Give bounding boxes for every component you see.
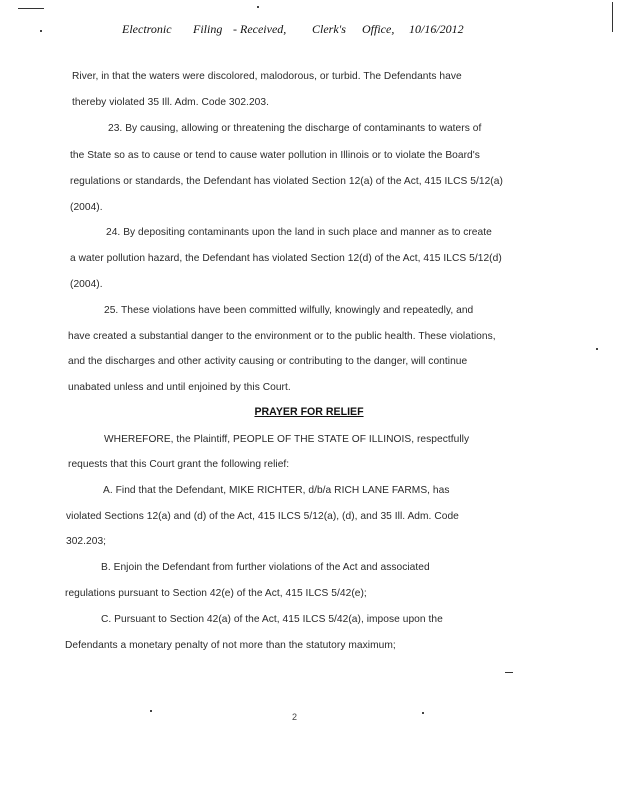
scan-speck bbox=[596, 348, 598, 350]
relief-c-line: C. Pursuant to Section 42(a) of the Act, 415 ILCS 5/42(a), impose upon the bbox=[101, 614, 443, 625]
body-line: violated Sections 12(a) and (d) of the Act, 415 ILCS 5/12(a), (d), and 35 Ill. Adm. Code bbox=[66, 511, 459, 522]
body-line: unabated unless and until enjoined by this Court. bbox=[68, 382, 291, 393]
filing-header bbox=[0, 22, 618, 40]
body-line: regulations pursuant to Section 42(e) of the Act, 415 ILCS 5/42(e); bbox=[65, 588, 367, 599]
header-electronic: Electronic bbox=[122, 22, 172, 36]
header-clerks: Clerk's bbox=[312, 22, 346, 36]
page-number: 2 bbox=[292, 712, 298, 722]
scan-speck bbox=[150, 710, 152, 712]
header-received: - Received, bbox=[233, 22, 287, 36]
body-line: thereby violated 35 Ill. Adm. Code 302.203. bbox=[72, 97, 269, 108]
body-line: regulations or standards, the Defendant has violated Section 12(a) of the Act, 415 ILCS 5/12(a) bbox=[70, 176, 503, 187]
scan-speck bbox=[257, 6, 259, 8]
relief-b-line: B. Enjoin the Defendant from further violations of the Act and associated bbox=[101, 562, 430, 573]
body-line: River, in that the waters were discolored, malodorous, or turbid. The Defendants have bbox=[72, 71, 462, 82]
body-line: Defendants a monetary penalty of not more than the statutory maximum; bbox=[65, 640, 396, 651]
scan-mark bbox=[505, 672, 513, 673]
paragraph-23-line: 23. By causing, allowing or threatening the discharge of contaminants to waters of bbox=[108, 123, 482, 134]
body-line: requests that this Court grant the following relief: bbox=[68, 459, 290, 470]
header-office: Office, bbox=[362, 22, 395, 36]
header-date: 10/16/2012 bbox=[409, 22, 464, 36]
body-line: (2004). bbox=[70, 202, 103, 213]
body-line: and the discharges and other activity causing or contributing to the danger, will continue bbox=[68, 356, 468, 367]
header-filing: Filing bbox=[193, 22, 223, 36]
scan-mark bbox=[18, 8, 44, 9]
body-line: have created a substantial danger to the environment or to the public health. These violations, bbox=[68, 331, 496, 342]
wherefore-line: WHEREFORE, the Plaintiff, PEOPLE OF THE STATE OF ILLINOIS, respectfully bbox=[104, 434, 470, 445]
scan-speck bbox=[422, 712, 424, 714]
body-line: 302.203; bbox=[66, 536, 107, 547]
body-line: (2004). bbox=[70, 279, 103, 290]
body-line: the State so as to cause or tend to cause water pollution in Illinois or to violate the Board's bbox=[70, 150, 480, 161]
body-line: a water pollution hazard, the Defendant has violated Section 12(d) of the Act, 415 ILCS 5/12(d) bbox=[70, 253, 502, 264]
paragraph-25-line: 25. These violations have been committed wilfully, knowingly and repeatedly, and bbox=[104, 305, 474, 316]
paragraph-24-line: 24. By depositing contaminants upon the land in such place and manner as to create bbox=[106, 227, 492, 238]
relief-a-line: A. Find that the Defendant, MIKE RICHTER, d/b/a RICH LANE FARMS, has bbox=[103, 485, 450, 496]
prayer-heading: PRAYER FOR RELIEF bbox=[254, 406, 364, 418]
